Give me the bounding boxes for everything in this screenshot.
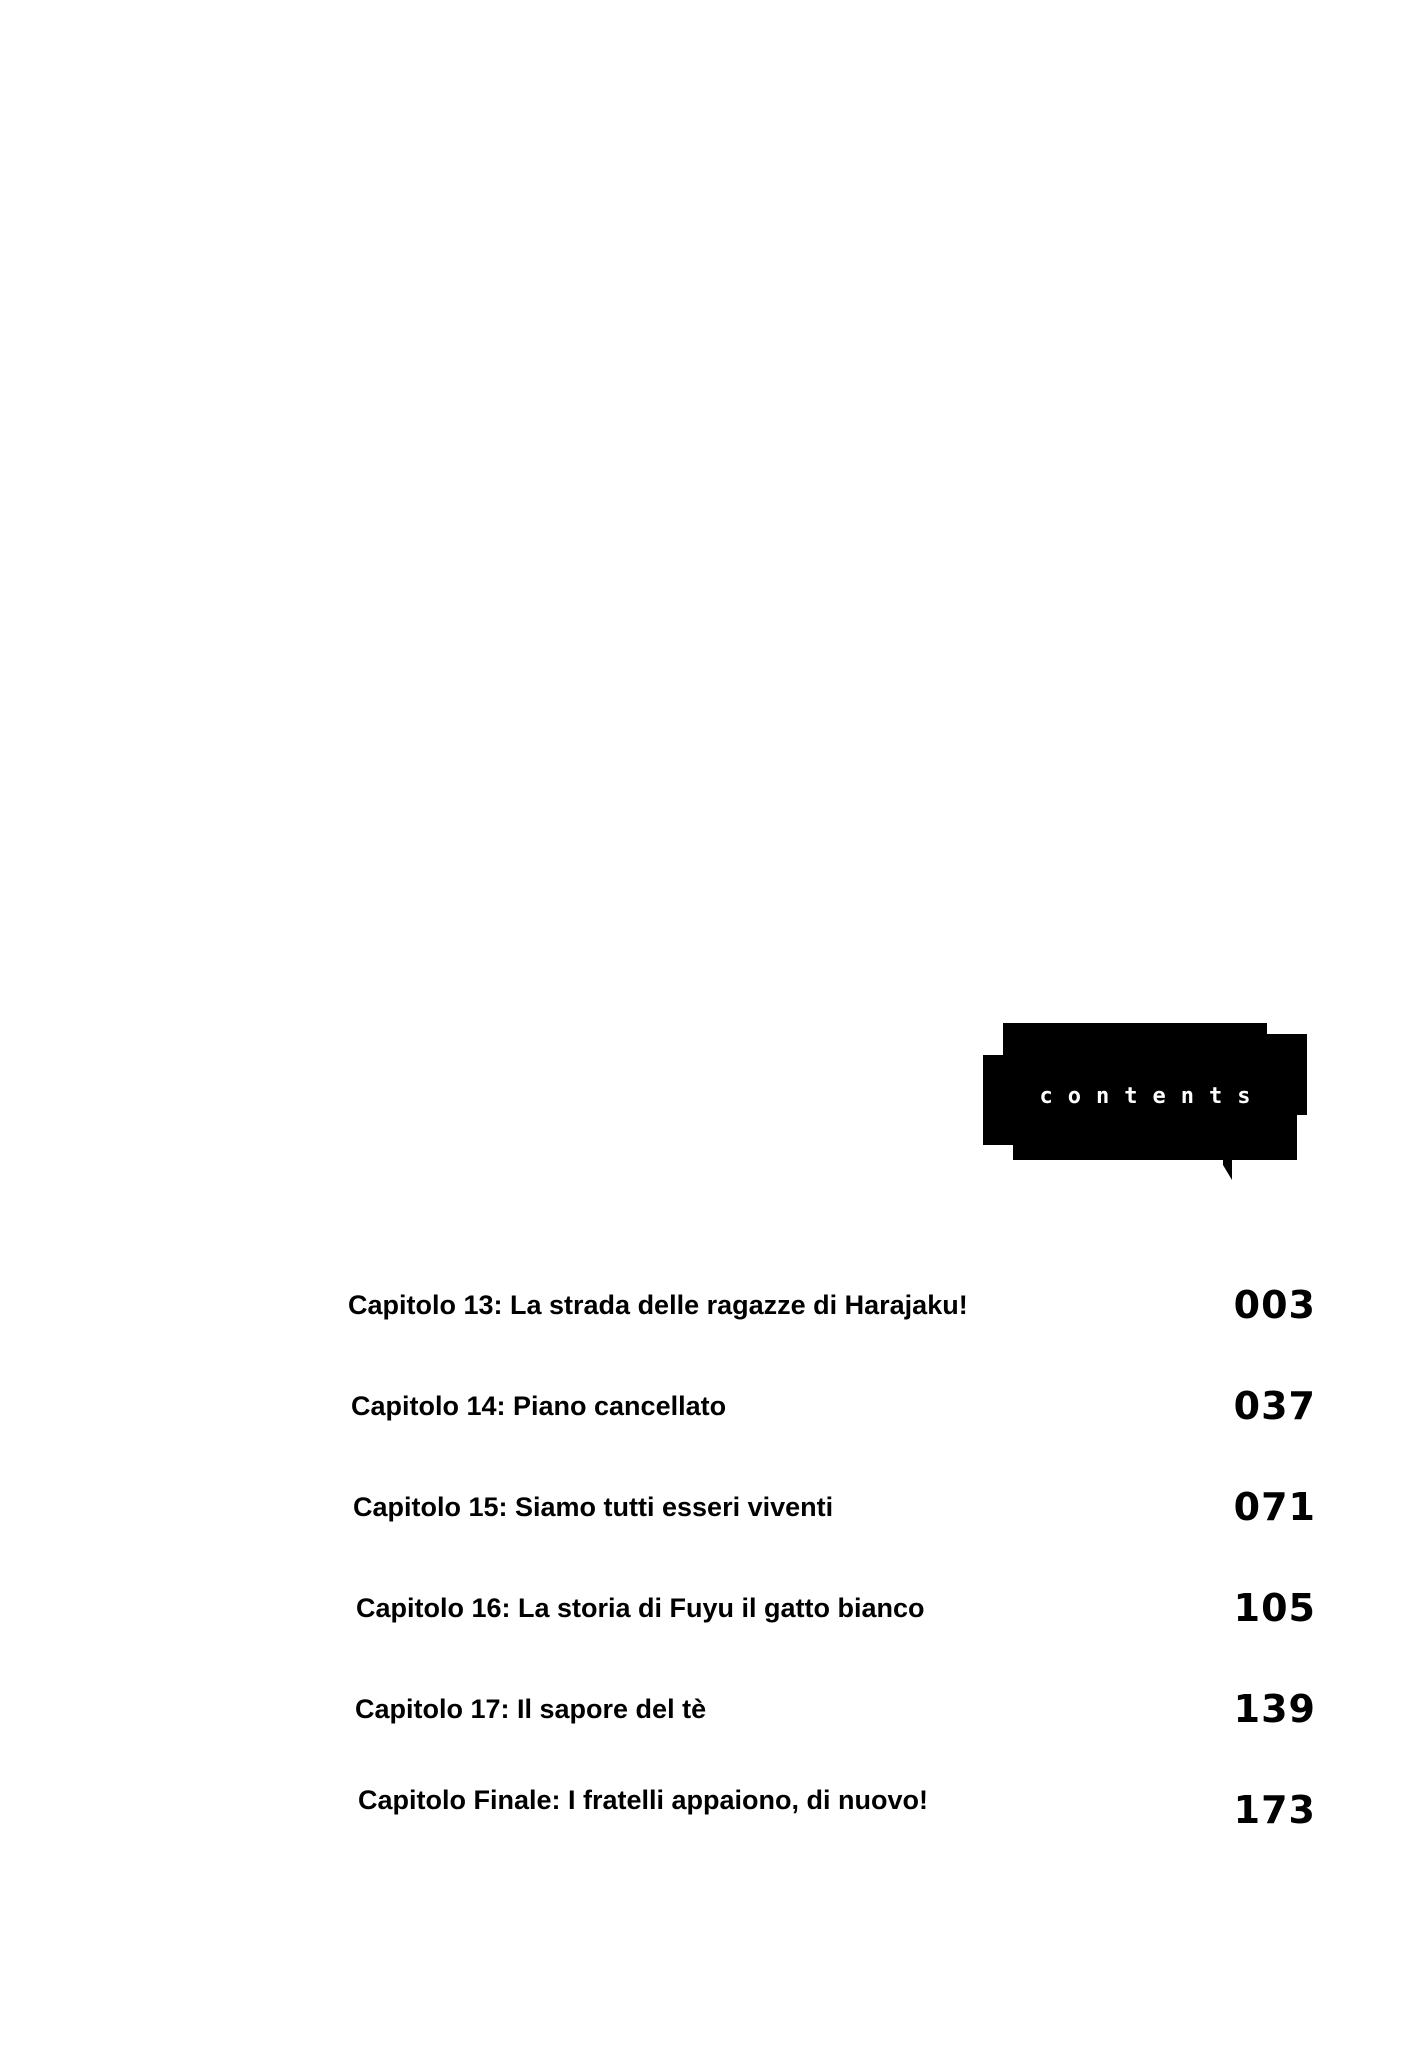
chapter-page-number: 071 <box>1233 1485 1316 1529</box>
chapter-page-number: 037 <box>1233 1384 1316 1428</box>
toc-entry-capitolo-14[interactable] <box>340 1386 1340 1487</box>
chapter-title: Capitolo 14: Piano cancellato <box>351 1391 727 1421</box>
chapter-page-number: 173 <box>1233 1788 1316 1832</box>
chapter-page-number: 139 <box>1233 1687 1316 1731</box>
toc-entry-capitolo-13[interactable] <box>340 1285 1340 1386</box>
toc-entry-capitolo-17[interactable] <box>340 1689 1340 1790</box>
toc-entry-capitolo-15[interactable] <box>340 1487 1340 1588</box>
chapter-title: Capitolo 16: La storia di Fuyu il gatto bianco <box>356 1593 925 1623</box>
chapter-title: Capitolo 13: La strada delle ragazze di Harajaku! <box>348 1290 968 1320</box>
chapter-title: Capitolo 17: Il sapore del tè <box>355 1694 707 1724</box>
toc-entry-capitolo-finale[interactable] <box>340 1785 1340 1891</box>
contents-speech-bubble <box>975 1015 1315 1195</box>
chapter-title: Capitolo Finale: I fratelli appaiono, di nuovo! <box>358 1785 929 1815</box>
chapter-page-number: 105 <box>1233 1586 1316 1630</box>
chapter-page-number: 003 <box>1233 1283 1316 1327</box>
contents-heading: contents <box>1039 1084 1266 1109</box>
toc-entry-capitolo-16[interactable] <box>340 1588 1340 1689</box>
table-of-contents <box>340 1285 1340 1891</box>
chapter-title: Capitolo 15: Siamo tutti esseri viventi <box>353 1492 834 1522</box>
